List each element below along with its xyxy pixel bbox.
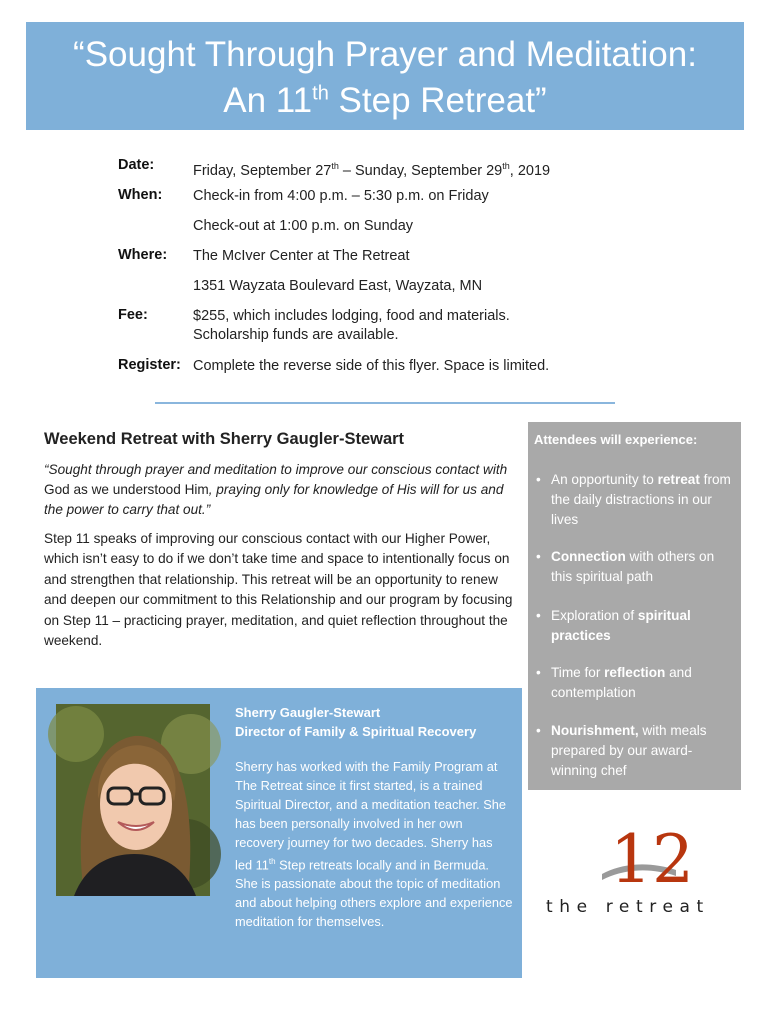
register-label: Register: [118, 357, 181, 373]
title-line-1: “Sought Through Prayer and Meditation: [73, 35, 697, 74]
quote-part-3: as we understood Him [69, 482, 209, 497]
fee-scholarship: Scholarship funds are available. [193, 327, 399, 343]
quote-part-1: “Sought through prayer and meditation to improve our conscious contact with [44, 462, 508, 477]
bullet-icon: • [536, 549, 541, 564]
bio-text [235, 758, 513, 931]
date-start: Friday, September 27 [193, 162, 332, 179]
quote-part-2: God [44, 482, 70, 497]
benefits-title: Attendees will experience: [534, 432, 698, 447]
title-line-2-end: Step Retreat” [328, 81, 547, 120]
benefit-text: and contemplation [551, 665, 692, 700]
step-11-quote [44, 460, 514, 520]
fee-label: Fee: [118, 307, 148, 323]
title-line-2 [26, 78, 744, 124]
bullet-icon: • [536, 723, 541, 738]
section-divider [155, 402, 615, 404]
when-checkout: Check-out at 1:00 p.m. on Sunday [193, 218, 414, 234]
title-superscript: th [312, 82, 329, 105]
date-label: Date: [118, 157, 155, 173]
date-value [193, 157, 550, 181]
date-year: , 2019 [509, 162, 551, 179]
benefit-text: An opportunity to [551, 472, 658, 487]
benefit-item [534, 470, 734, 530]
bio-heading [235, 703, 476, 741]
bullet-icon: • [536, 608, 541, 623]
title-banner [26, 22, 744, 130]
bio-superscript: th [268, 856, 276, 866]
where-address: 1351 Wayzata Boulevard East, Wayzata, MN [193, 278, 483, 294]
title-line-2-start: An 11 [223, 81, 313, 120]
when-checkin: Check-in from 4:00 p.m. – 5:30 p.m. on Friday [193, 188, 489, 204]
fee-amount: $255, which includes lodging, food and materials. [193, 308, 510, 324]
benefit-emphasis: Connection [551, 549, 626, 564]
benefit-item [534, 721, 734, 781]
logo-number: 12 [610, 821, 694, 898]
benefit-item [534, 547, 734, 587]
benefit-emphasis: retreat [657, 472, 700, 487]
presenter-photo [56, 704, 210, 896]
bio-role: Director of Family & Spiritual Recovery [235, 724, 477, 739]
bullet-icon: • [536, 665, 541, 680]
benefit-text: from the daily distractions in our lives [551, 472, 731, 527]
benefit-emphasis: reflection [604, 665, 666, 680]
section-heading: Weekend Retreat with Sherry Gaugler-Stewart [44, 430, 405, 448]
where-label: Where: [118, 247, 168, 263]
date-middle: – Sunday, September 29 [338, 162, 503, 179]
quote-part-4: , praying only for knowledge of His will for us and the power to carry that out.” [44, 482, 504, 517]
bio-text-part-2: Step retreats locally and in Bermuda. She is passionate about the topic of meditation and about helping others explore and experience meditation for themselves. [235, 856, 513, 929]
attendee-benefits-panel [528, 422, 741, 790]
benefit-text: Time for [551, 665, 605, 680]
date-sup-2: th [502, 161, 510, 171]
bullet-icon: • [536, 472, 541, 487]
where-venue: The McIver Center at The Retreat [193, 248, 410, 264]
bio-text-part-1: Sherry has worked with the Family Program at The Retreat since it first started, is a trained Spiritual Director, and a meditation teacher. She has been personally involved in her own recovery journey for two decades. Sherry has led 11 [235, 759, 507, 872]
benefit-text: with meals prepared by our award-winning chef [551, 723, 707, 778]
when-label: When: [118, 187, 163, 203]
benefit-text: with others on this spiritual path [551, 549, 715, 584]
benefit-text: Exploration of [551, 608, 638, 623]
benefit-item [534, 663, 734, 703]
logo-wordmark: the retreat [546, 897, 710, 917]
retreat-logo-mark [604, 812, 694, 898]
retreat-description: Step 11 speaks of improving our conscious contact with our Higher Power, which isn’t easy to do if we don’t take time and space to intentionally focus on and strengthen that relationship. This retreat will be an opportunity to renew and deepen our commitment to this Relationship and our program by focusing on Step 11 – practicing prayer, meditation, and quiet reflection throughout the weekend. [44, 531, 513, 649]
benefit-emphasis: spiritual practices [551, 608, 691, 643]
date-sup-1: th [331, 161, 339, 171]
bio-name: Sherry Gaugler-Stewart [235, 705, 381, 720]
register-text: Complete the reverse side of this flyer. Space is limited. [193, 358, 550, 374]
benefit-emphasis: Nourishment, [551, 723, 639, 738]
portrait-illustration [56, 704, 210, 896]
benefit-item [534, 606, 734, 646]
